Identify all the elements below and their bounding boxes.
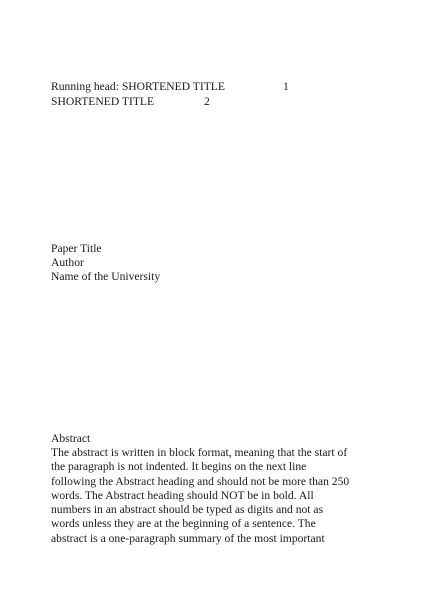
abstract-line: the paragraph is not indented. It begins on the next line [51, 460, 307, 474]
author: Author [51, 256, 84, 269]
abstract-line: abstract is a one-paragraph summary of the most important [51, 531, 325, 545]
running-head: Running head: SHORTENED TITLE [51, 80, 225, 93]
abstract-line: numbers in an abstract should be typed as digits and not as [51, 503, 324, 517]
abstract-heading: Abstract [51, 432, 91, 445]
page-number-2: 2 [204, 95, 210, 108]
short-title-header: SHORTENED TITLE [51, 95, 155, 108]
abstract-line: following the Abstract heading and should not be more than 250 [51, 474, 350, 488]
abstract-line: words. The Abstract heading should NOT be in bold. All [51, 488, 314, 502]
university-name: Name of the University [51, 270, 161, 283]
page-number-1: 1 [283, 80, 289, 93]
abstract-line: The abstract is written in block format, meaning that the start of [51, 446, 348, 459]
paper-title: Paper Title [51, 242, 102, 255]
abstract-line: words unless they are at the beginning of a sentence. The [51, 517, 316, 531]
abstract-paragraph [51, 446, 381, 546]
